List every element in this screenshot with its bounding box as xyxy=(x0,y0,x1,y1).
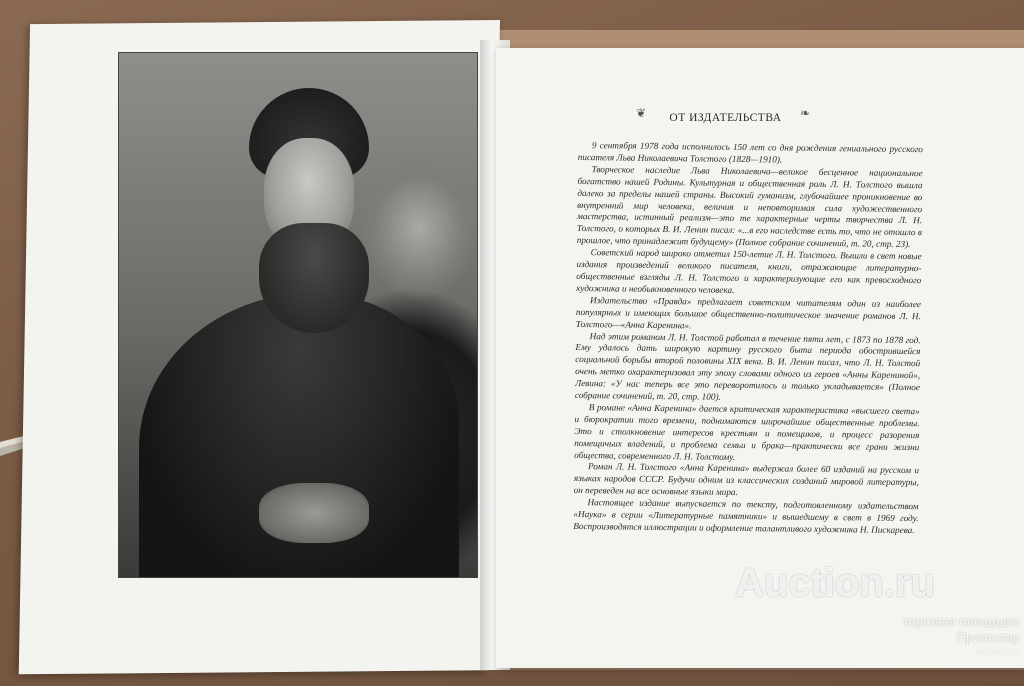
watermark-line: торговая площадка xyxy=(902,614,1020,629)
watermark-line: auction.ru xyxy=(976,647,1020,658)
page-title: ОТ ИЗДАТЕЛЬСТВА xyxy=(669,112,782,124)
paragraph: Над этим романом Л. Н. Толстой работал в течение пяти лет, с 1873 по 1878 год. Ему удалось дать широкую картину русского быта периода обострившейся социальной борьбы второй половины XIX века. В. И. Ленин писал, что Л. Н. Толстой очень метко охарактеризовал эту эпоху словами одного из героев «Анны Карениной», Левина: «У нас теперь все это переворотилось и только укладывается» (Полное собрание сочинений, т. 20, стр. 100). xyxy=(574,330,921,402)
paragraph: Настоящее издание выпускается по тексту, подготовленному издательством «Наука» в серии «Литературные памятники» и вышедшему в свет в 1969 году. Воспроизводятся иллюстрации и оформление талантливого художника Н. Пискарева. xyxy=(573,497,919,536)
portrait-beard xyxy=(259,223,369,333)
watermark-logo: Auction.ru xyxy=(735,561,935,605)
paragraph: Роман Л. Н. Толстого «Анна Каренина» выдержал более 60 изданий на русском и языках народов СССР. Будучи одним из классических созданий мировой литературы, он переведен на все основные языки мира. xyxy=(573,461,920,498)
paragraph: В романе «Анна Каренина» дается критическая характеристика «высшего света» и бюрократии того времени, поднимаются широчайшие общественные проблемы. Это и столкновение интересов крестьян и помещиков, и процесс разорения помещичьих владений, и проблема семьи и брака—практически все грани жизни общества, современного Л. Н. Толстому. xyxy=(574,402,920,462)
watermark xyxy=(735,560,1020,660)
portrait-hand xyxy=(259,483,369,543)
ornament-left-icon: ❦ xyxy=(636,106,647,120)
paragraph: Советский народ широко отметил 150-летие Л. Н. Толстого. Вышли в свет новые издания произведений великого писателя, книги, отражающие литературно-общественные взгляды Л. Н. Толстого и характеризующие его как превосходного художника и необыкновенного человека. xyxy=(576,247,922,295)
portrait-illustration xyxy=(118,52,478,578)
ornament-right-icon: ❧ xyxy=(800,106,811,120)
preface-text xyxy=(573,140,923,537)
paragraph: Издательство «Правда» предлагает советским читателям один из наиболее популярных и имеющих большое общественно-политическое значение романов Л. Н. Толстого—«Анна Каренина». xyxy=(575,294,922,330)
watermark-line: Приотстар xyxy=(956,630,1020,645)
paragraph: 9 сентября 1978 года исполнилось 150 лет со дня рождения гениального русского писателя Льва Николаевича Толстого (1828—1910). xyxy=(577,140,923,165)
paragraph: Творческое наследие Льва Николаевича—великое бесценное национальное богатство нашей Родины. Культурная и общественная роль Л. Н. Толстого вышла далеко за пределы нашей страны. Высокий гуманизм, глубочайшее проникновение во внутренний мир человека, величия и неповторимая сила художественного мастерства, истинный реализм—это те характерные черты творчества Л. Н. Толстого, о которых В. И. Ленин писал: «...в его наследстве есть то, что не отошло в прошлое, что принадлежит будущему» (Полное собрание сочинений, т. 20, стр. 23). xyxy=(576,163,923,250)
